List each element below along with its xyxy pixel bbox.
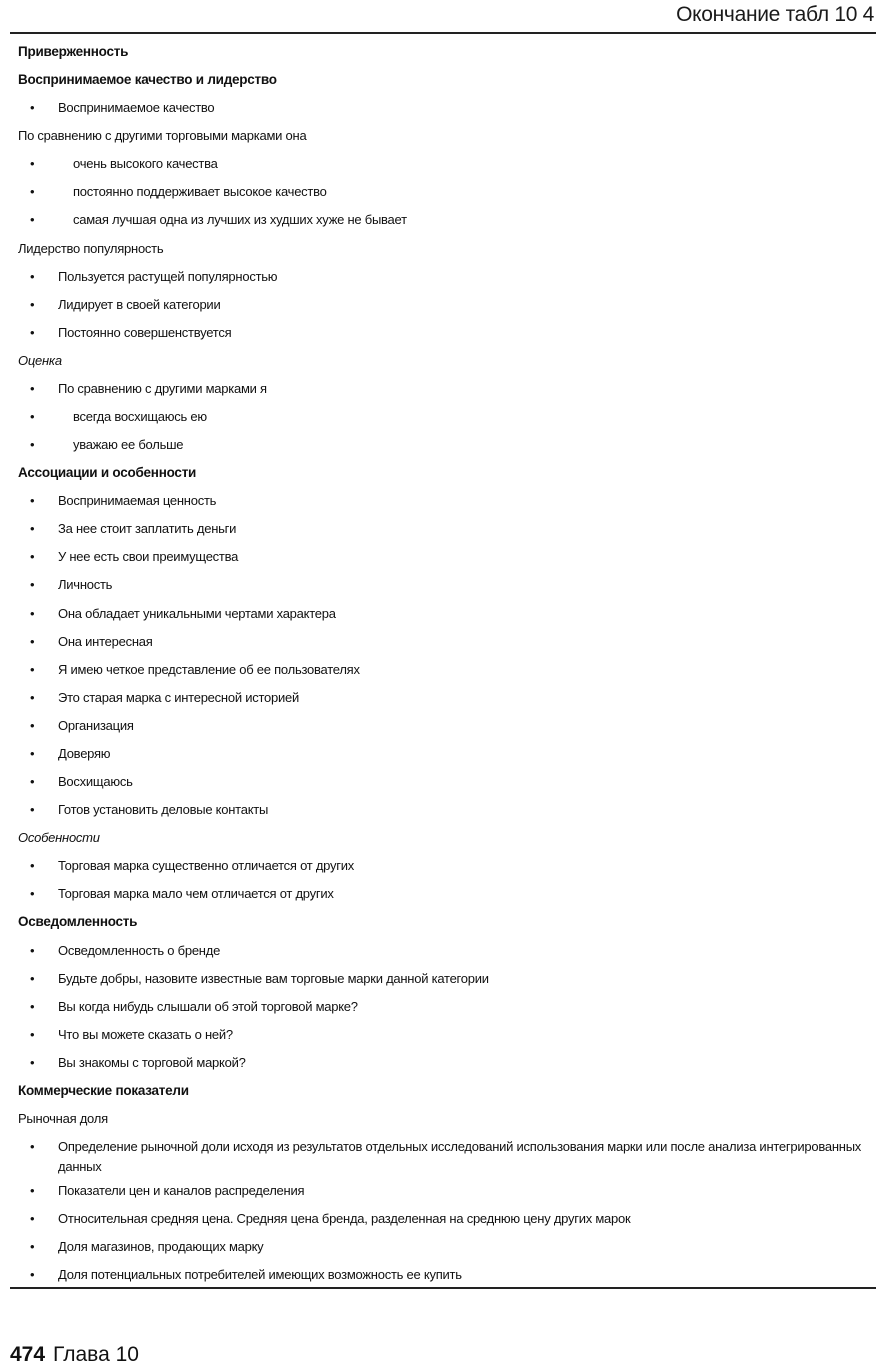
table-body — [18, 38, 868, 1289]
list-item-text: Организация — [58, 717, 134, 733]
bullet-icon: • — [30, 605, 35, 621]
list-item — [18, 937, 868, 965]
heading-text: Осведомленность — [18, 914, 138, 930]
list-item — [18, 291, 868, 319]
list-item — [18, 993, 868, 1021]
bullet-icon: • — [30, 886, 35, 902]
bullet-icon: • — [30, 1139, 35, 1155]
list-item — [18, 656, 868, 684]
page-footer — [10, 1343, 139, 1367]
list-item-text: Вы знакомы с торговой маркой? — [58, 1054, 246, 1070]
list-item-text: самая лучшая одна из лучших из худших хуже не бывает — [73, 212, 407, 228]
heading-text: Воспринимаемое качество и лидерство — [18, 72, 277, 88]
list-item-text: У нее есть свои преимущества — [58, 549, 239, 565]
bullet-icon: • — [30, 661, 35, 677]
bullet-icon: • — [30, 296, 35, 312]
bottom-rule — [10, 1287, 876, 1289]
bullet-icon: • — [30, 942, 35, 958]
heading-text: По сравнению с другими торговыми марками она — [18, 128, 307, 144]
list-item — [18, 1049, 868, 1077]
subsection-heading — [18, 122, 868, 150]
list-item-text: Будьте добры, назовите известные вам торговые марки данной категории — [58, 970, 489, 986]
bullet-icon: • — [30, 745, 35, 761]
bullet-icon: • — [30, 1054, 35, 1070]
bullet-icon: • — [30, 1183, 35, 1199]
page-number: 474 — [10, 1343, 46, 1366]
list-item — [18, 1177, 868, 1205]
heading-text: Приверженность — [18, 44, 129, 59]
subsection-heading — [18, 824, 868, 852]
table-caption: Окончание табл 10 4 — [676, 3, 874, 26]
list-item — [18, 403, 868, 431]
bullet-icon: • — [30, 998, 35, 1014]
list-item — [18, 319, 868, 347]
list-item-text: Определение рыночной доли исходя из результатов отдельных исследований использования марки или после анализа интегрированных данных — [58, 1139, 862, 1175]
list-item-text: За нее стоит заплатить деньги — [58, 521, 237, 537]
list-item — [18, 684, 868, 712]
bullet-icon: • — [30, 577, 35, 593]
list-item — [18, 880, 868, 908]
list-item-text: Воспринимаемое качество — [58, 100, 215, 116]
list-item-text: Торговая марка мало чем отличается от других — [58, 886, 334, 902]
list-item-text: Осведомленность о бренде — [58, 942, 221, 958]
heading-text: Оценка — [18, 352, 62, 368]
list-item — [18, 1021, 868, 1049]
bullet-icon: • — [30, 380, 35, 396]
section-heading — [18, 1077, 868, 1105]
list-item — [18, 768, 868, 796]
list-item-text: Что вы можете сказать о ней? — [58, 1026, 233, 1042]
list-item — [18, 431, 868, 459]
bullet-icon: • — [30, 689, 35, 705]
bullet-icon: • — [30, 212, 35, 228]
list-item-text: Вы когда нибудь слышали об этой торговой марке? — [58, 998, 358, 1014]
list-item — [18, 375, 868, 403]
list-item-text: Пользуется растущей популярностью — [58, 268, 278, 284]
bullet-icon: • — [30, 633, 35, 649]
heading-text: Коммерческие показатели — [18, 1082, 189, 1098]
list-item-text: Готов установить деловые контакты — [58, 802, 269, 818]
list-item — [18, 543, 868, 571]
list-item-text: Доверяю — [58, 745, 111, 761]
bullet-icon: • — [30, 437, 35, 453]
bullet-icon: • — [30, 858, 35, 874]
subsection-heading — [18, 235, 868, 263]
list-item-text: Относительная средняя цена. Средняя цена бренда, разделенная на среднюю цену других марок — [58, 1211, 631, 1227]
bullet-icon: • — [30, 1026, 35, 1042]
list-item-text: уважаю ее больше — [73, 437, 184, 453]
bullet-icon: • — [30, 100, 35, 116]
section-heading — [18, 459, 868, 487]
list-item-text: Постоянно совершенствуется — [58, 324, 232, 340]
bullet-icon: • — [30, 268, 35, 284]
section-heading — [18, 38, 868, 66]
chapter-title: Глава 10 — [53, 1343, 139, 1366]
list-item-text: Торговая марка существенно отличается от других — [58, 858, 355, 874]
list-item — [18, 852, 868, 880]
list-item — [18, 150, 868, 178]
list-item-text: Доля потенциальных потребителей имеющих возможность ее купить — [58, 1267, 462, 1283]
heading-text: Лидерство популярность — [18, 240, 164, 256]
list-item-text: Восхищаюсь — [58, 774, 133, 790]
bullet-icon: • — [30, 802, 35, 818]
bullet-icon: • — [30, 156, 35, 172]
bullet-icon: • — [30, 324, 35, 340]
list-item-text: Доля магазинов, продающих марку — [58, 1239, 264, 1255]
list-item — [18, 1205, 868, 1233]
bullet-icon: • — [30, 1211, 35, 1227]
list-item — [18, 515, 868, 543]
bullet-icon: • — [30, 184, 35, 200]
list-item-text: Личность — [58, 577, 113, 593]
section-heading — [18, 908, 868, 936]
list-item-text: Она интересная — [58, 633, 153, 649]
heading-text: Ассоциации и особенности — [18, 465, 197, 481]
bullet-icon: • — [30, 493, 35, 509]
heading-text: Особенности — [18, 830, 100, 846]
list-item-text: Показатели цен и каналов распределения — [58, 1183, 305, 1199]
list-item — [18, 1133, 868, 1177]
list-item — [18, 1261, 868, 1289]
list-item-text: очень высокого качества — [73, 156, 218, 172]
list-item — [18, 712, 868, 740]
list-item-text: По сравнению с другими марками я — [58, 380, 267, 396]
list-item — [18, 206, 868, 234]
list-item-text: Она обладает уникальными чертами характера — [58, 605, 336, 621]
bullet-icon: • — [30, 549, 35, 565]
list-item — [18, 94, 868, 122]
bullet-icon: • — [30, 409, 35, 425]
bullet-icon: • — [30, 970, 35, 986]
heading-text: Рыночная доля — [18, 1110, 108, 1126]
list-item-text: Лидирует в своей категории — [58, 296, 221, 312]
list-item — [18, 487, 868, 515]
bullet-icon: • — [30, 774, 35, 790]
list-item — [18, 740, 868, 768]
bullet-icon: • — [30, 1239, 35, 1255]
list-item — [18, 263, 868, 291]
subsection-heading — [18, 1105, 868, 1133]
list-item — [18, 571, 868, 599]
bullet-icon: • — [30, 521, 35, 537]
top-rule — [10, 32, 876, 34]
section-heading — [18, 66, 868, 94]
bullet-icon: • — [30, 1267, 35, 1283]
list-item — [18, 796, 868, 824]
list-item-text: всегда восхищаюсь ею — [73, 409, 207, 425]
list-item — [18, 600, 868, 628]
list-item — [18, 628, 868, 656]
list-item-text: Воспринимаемая ценность — [58, 493, 217, 509]
list-item — [18, 1233, 868, 1261]
bullet-icon: • — [30, 717, 35, 733]
list-item-text: Я имею четкое представление об ее пользователях — [58, 661, 360, 677]
list-item-text: постоянно поддерживает высокое качество — [73, 184, 327, 200]
list-item — [18, 178, 868, 206]
list-item — [18, 965, 868, 993]
list-item-text: Это старая марка с интересной историей — [58, 689, 299, 705]
subsection-heading — [18, 347, 868, 375]
